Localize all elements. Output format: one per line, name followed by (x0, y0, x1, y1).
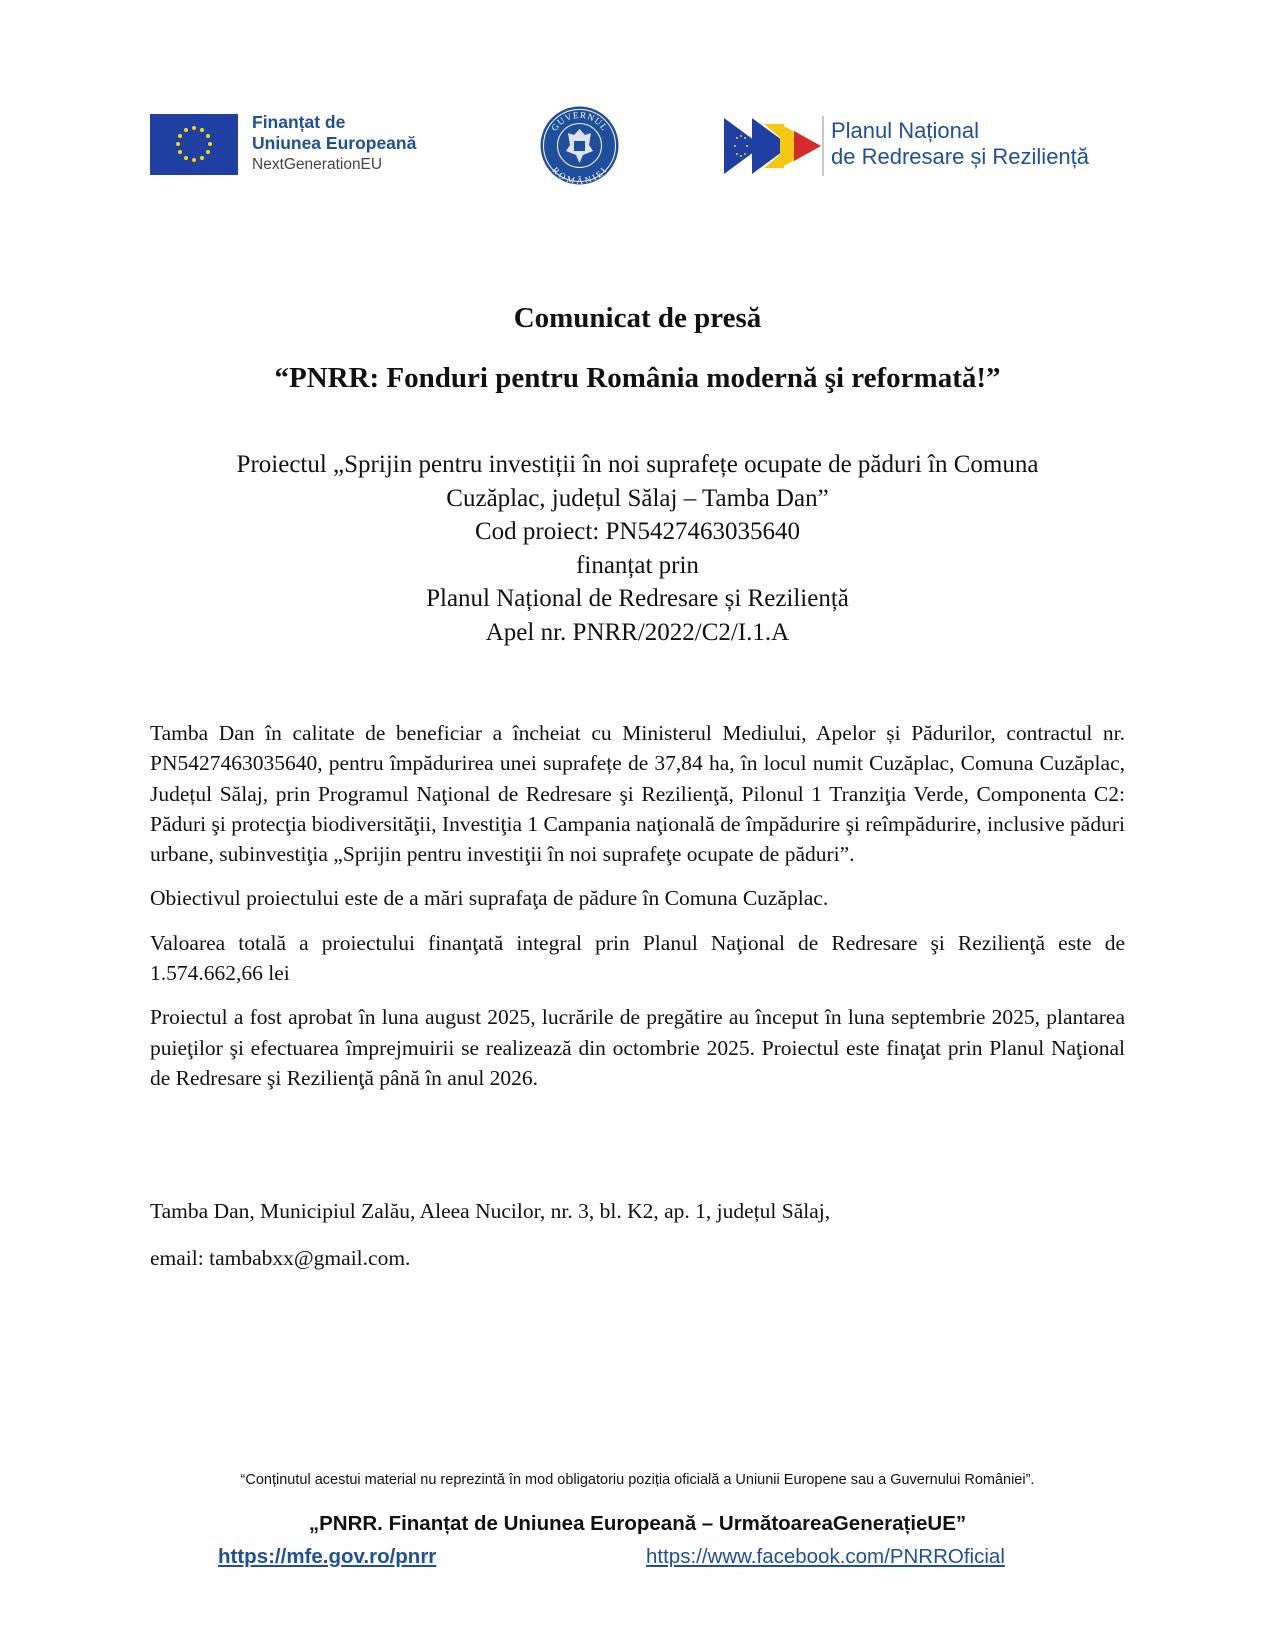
eu-logo-line3: NextGenerationEU (252, 156, 383, 173)
eu-flag-icon (150, 114, 238, 175)
body-paragraph: Obiectivul proiectului este de a mări suprafaţa de pădure în Comuna Cuzăplac. (150, 886, 829, 911)
eu-logo-line2: Uniunea Europeană (252, 133, 417, 153)
page-subtitle: “PNRR: Fonduri pentru România modernă şi reformată!” (274, 362, 1001, 394)
page-title: Comunicat de presă (513, 302, 762, 334)
project-name-line1: Proiectul „Sprijin pentru investiții în noi suprafețe ocupate de păduri în Comuna (236, 451, 1039, 478)
project-code: Cod proiect: PN5427463035640 (475, 518, 800, 545)
contact-address: Tamba Dan, Municipiul Zalău, Aleea Nucilor, nr. 3, bl. K2, ap. 1, județul Sălaj, (150, 1199, 831, 1223)
pnrr-logo-text (831, 118, 1089, 170)
eu-logo-line1: Finanțat de (252, 112, 346, 132)
body-paragraph: Proiectul a fost aprobat în luna august 2025, lucrările de pregătire au început în luna septembrie 2025, plantarea puieţilor şi efectuarea împrejmuirii se realizează din octombrie 2025. Proiectul este finaţat prin Planul Naţional de Redresare şi Rezilienţă până în anul 2026. (150, 1005, 1125, 1090)
body-paragraph: Tamba Dan în calitate de beneficiar a încheiat cu Ministerul Mediului, Apelor și Pădurilor, contractul nr. PN5427463035640, pentru împădurirea unei suprafețe de 37,84 ha, în locul numit Cuzăplac, Comuna Cuzăplac, Județul Sălaj, prin Programul Naţional de Redresare şi Rezilienţă, Pilonul 1 Tranziţia Verde, Componenta C2: Păduri şi protecţia biodiversităţii, Investiţia 1 Campania naţională de împădurire şi reîmpădurire, inclusive păduri urbane, subinvestiţia „Sprijin pentru investiţii în noi suprafeţe ocupate de păduri”. (150, 721, 1125, 867)
facebook-pnrr-link[interactable]: https://www.facebook.com/PNRROficial (646, 1545, 1005, 1568)
eu-funding-logo-text (252, 112, 416, 175)
project-name-line2: Cuzăplac, județul Sălaj – Tamba Dan” (446, 484, 829, 512)
mfe-pnrr-link[interactable]: https://mfe.gov.ro/pnrr (218, 1545, 437, 1568)
guvernul-romaniei-seal-icon (539, 105, 620, 186)
project-call: Apel nr. PNRR/2022/C2/I.1.A (485, 618, 790, 646)
seal-bottom-text: ROMÂNIEI (550, 164, 609, 186)
contact-block (150, 1196, 1125, 1290)
pnrr-logo-line2: de Redresare și Reziliență (831, 144, 1090, 169)
press-release-body (150, 718, 1125, 1107)
project-info-block (150, 448, 1125, 649)
pnrr-logo-divider (822, 116, 824, 176)
project-program: Planul Național de Redresare și Reziliență (426, 585, 849, 612)
pnrr-logo-line1: Planul Național (831, 118, 979, 143)
project-funded-by: finanțat prin (576, 551, 699, 579)
pnrr-arrows-icon (724, 118, 821, 174)
body-paragraph: Valoarea totală a proiectului finanţată integral prin Planul Naţional de Redresare şi Rezilienţă este de 1.574.662,66 lei (150, 930, 1125, 986)
footer-disclaimer: “Conținutul acestui material nu reprezintă în mod obligatoriu poziția oficială a Uniunii Europene sau a Guvernului României”. (240, 1472, 1035, 1488)
contact-email: email: tambabxx@gmail.com. (150, 1246, 411, 1270)
seal-top-text: GUVERNUL (549, 109, 610, 133)
footer-slogan: „PNRR. Finanțat de Uniunea Europeană – UrmătoareaGenerațieUE” (308, 1512, 967, 1535)
